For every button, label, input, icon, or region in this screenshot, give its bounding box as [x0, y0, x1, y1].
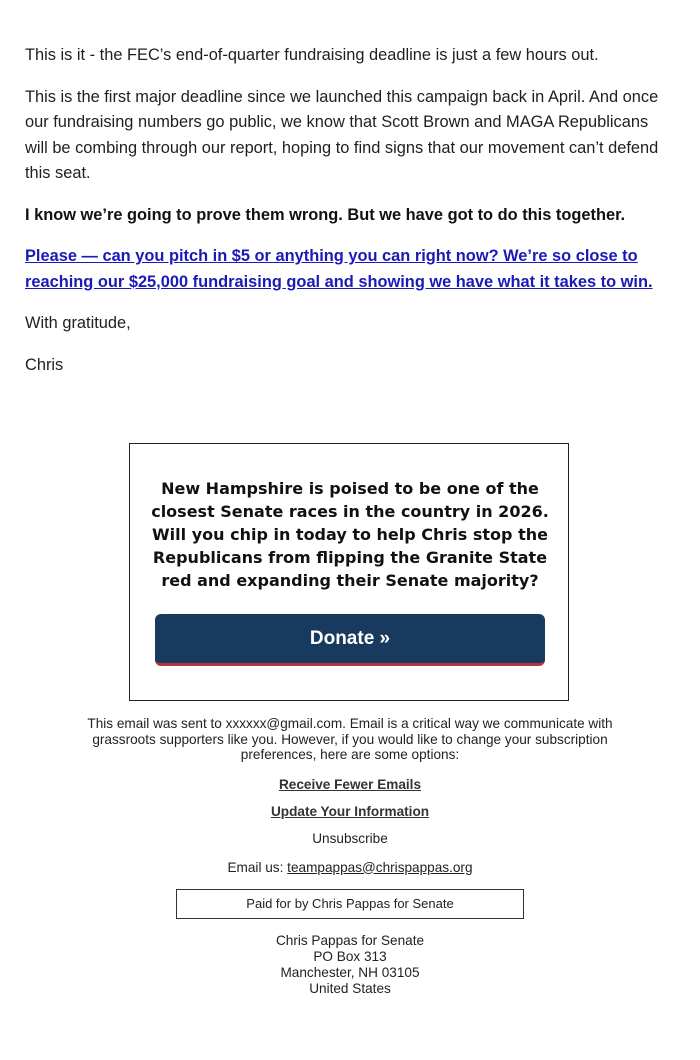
deadline-paragraph: This is the first major deadline since we launched this campaign back in April. And once our fundraising numbers go public, we know that Scott Brown and MAGA Republicans will be combing through our report, hoping to find signs that our movement can’t defend this seat. — [25, 87, 659, 182]
email-footer — [0, 716, 700, 997]
email-body — [25, 43, 675, 394]
update-information-link[interactable]: Update Your Information — [270, 803, 430, 819]
paid-for-disclaimer: Paid for by Chris Pappas for Senate — [176, 889, 524, 919]
email-label: Email us: — [227, 859, 284, 875]
address-country: United States — [309, 980, 391, 996]
contact-email-line — [0, 860, 700, 876]
donate-callout-box — [129, 443, 569, 701]
signature: Chris — [25, 355, 64, 374]
donate-button[interactable]: Donate » — [155, 614, 545, 666]
address-org: Chris Pappas for Senate — [275, 932, 425, 948]
contact-email-link[interactable]: teampappas@chrispappas.org — [287, 859, 473, 875]
address-po-box: PO Box 313 — [313, 948, 387, 964]
unsubscribe-link[interactable]: Unsubscribe — [312, 830, 388, 846]
donation-ask-link[interactable]: Please — can you pitch in $5 or anything you can right now? We’re so close to reaching our $25,000 fundraising goal and showing we have what it takes to win. — [25, 247, 653, 291]
mailing-address — [0, 933, 700, 997]
donation-ask-paragraph — [25, 244, 675, 295]
receive-fewer-emails-link[interactable]: Receive Fewer Emails — [278, 776, 422, 792]
donate-callout-text: New Hampshire is poised to be one of the closest Senate races in the country in 2026. Will you chip in today to help Chris stop the Republicans from flipping the Granite State red and expanding their Senate majority? — [151, 479, 549, 590]
intro-paragraph: This is it - the FEC’s end-of-quarter fundraising deadline is just a few hours out. — [25, 46, 599, 64]
address-city: Manchester, NH 03105 — [280, 964, 420, 980]
closing-line: With gratitude, — [25, 314, 131, 332]
subscription-disclaimer: This email was sent to xxxxxx@gmail.com. Email is a critical way we communicate with grassroots supporters like you. However, if you would like to change your subscription preferences, here are some options: — [87, 716, 613, 762]
prove-wrong-paragraph: I know we’re going to prove them wrong. But we have got to do this together. — [25, 205, 626, 224]
